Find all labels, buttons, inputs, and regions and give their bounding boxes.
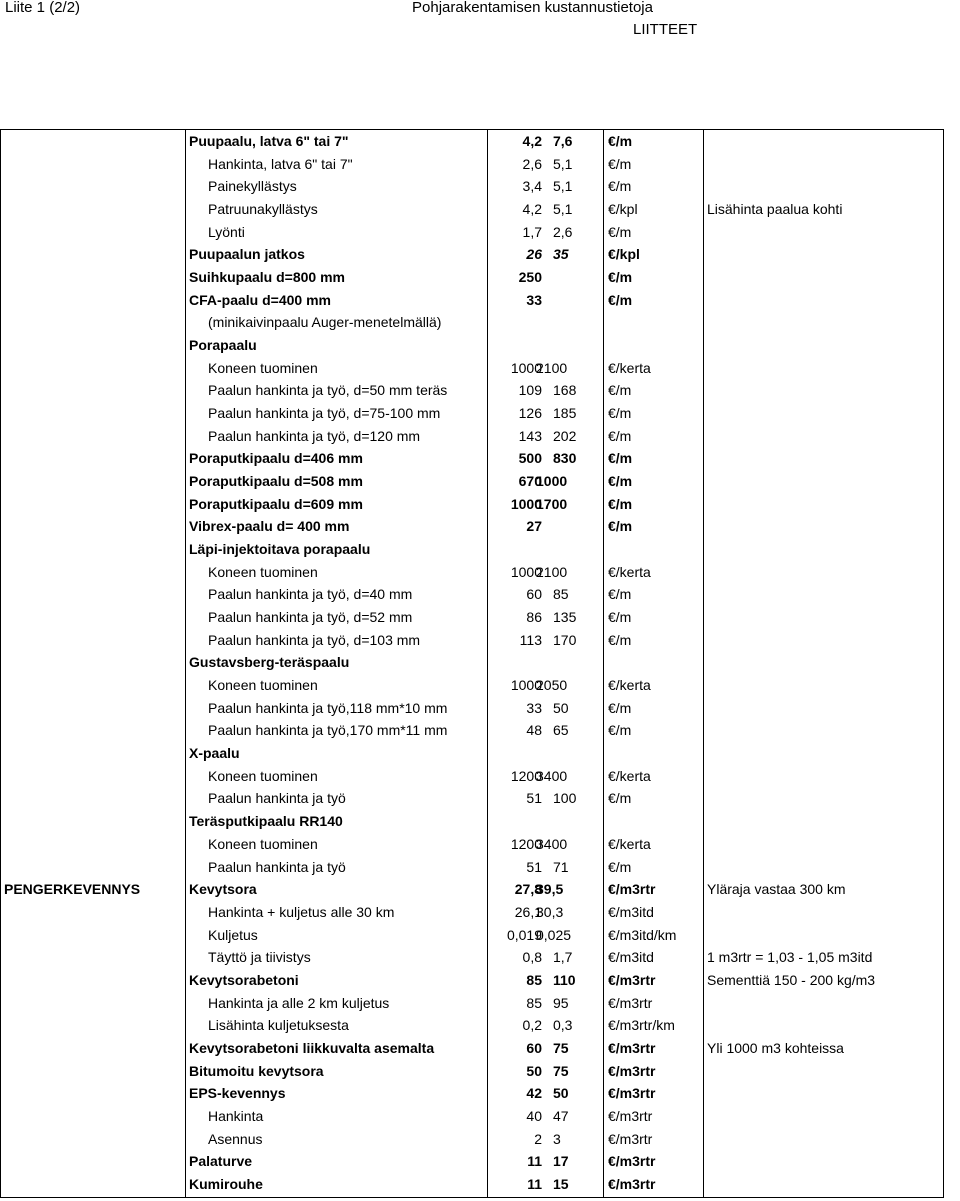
price-min: 11 [527,1153,542,1170]
item-label: Kevytsorabetoni [189,971,299,988]
item-label: Hankinta ja alle 2 km kuljetus [208,994,390,1011]
table-row [0,673,944,696]
item-label: Gustavsberg-teräspaalu [189,654,350,671]
price-min: 4,2 [522,133,542,149]
price-unit: €/m3itd/km [608,926,677,943]
price-unit: €/m3rtr [608,881,656,898]
table-row [0,628,944,651]
price-unit: €/m [608,178,632,195]
price-unit: €/m [608,450,633,467]
price-unit: €/m3rtr [608,1039,656,1056]
price-min: 250 [518,269,542,286]
page-number: Liite 1 (2/2) [5,0,81,16]
table-row [0,220,944,243]
price-max: 0,025 [536,926,572,943]
table-row [0,469,944,492]
price-max: 2050 [536,677,568,694]
price-min: 40 [526,1107,542,1124]
price-min: 26 [526,246,542,263]
price-max: 50 [553,1085,569,1102]
price-min: 1200 [510,835,542,852]
price-max: 7,6 [553,133,573,149]
item-label: Paalun hankinta ja työ, d=75-100 mm [208,405,441,422]
price-unit: €/m3rtr [608,1062,656,1079]
price-max: 15 [553,1175,569,1192]
item-label: Asennus [208,1130,263,1147]
price-min: 126 [518,405,542,422]
item-label: Läpi-injektoitava porapaalu [189,541,371,558]
item-label: Paalun hankinta ja työ, d=103 mm [208,631,421,648]
item-label: Hankinta [208,1107,264,1124]
price-max: 5,1 [553,155,573,172]
price-min: 3,4 [522,178,542,195]
table-row [0,152,944,175]
price-max: 30,3 [536,903,564,920]
price-max: 3400 [536,767,568,784]
price-max: 95 [553,994,569,1011]
price-max: 39,5 [536,881,564,898]
table-row [0,1081,944,1104]
price-min: 0,8 [522,949,542,966]
table-row [0,1036,944,1059]
price-unit: €/m3rtr [608,1130,653,1147]
price-min: 33 [526,291,542,308]
section-label: PENGERKEVENNYS [4,881,141,898]
price-min: 51 [526,790,542,807]
item-label: Poraputkipaalu d=508 mm [189,473,363,490]
price-min: 500 [518,450,542,467]
price-max: 110 [553,971,576,988]
item-label: Palaturve [189,1153,253,1170]
price-max: 1,7 [553,949,573,966]
item-label: Hankinta + kuljetus alle 30 km [208,903,395,920]
item-label: Paalun hankinta ja työ, d=50 mm teräs [208,382,448,399]
price-max: 47 [553,1107,569,1124]
price-unit: €/m [608,586,632,603]
table-row [0,446,944,469]
price-min: 143 [518,427,542,444]
price-unit: €/m3rtr/km [608,1017,675,1034]
price-min: 50 [526,1062,542,1079]
row-note: Yläraja vastaa 300 km [707,881,846,898]
table-row [0,832,944,855]
item-label: Suihkupaalu d=800 mm [189,269,345,286]
price-max: 5,1 [553,201,573,218]
price-unit: €/m [608,609,632,626]
table-row [0,764,944,787]
item-label: Puupaalu, latva 6" tai 7" [189,133,349,149]
price-max: 170 [553,631,577,648]
price-unit: €/m [608,382,632,399]
price-max: 3400 [536,835,568,852]
item-label: Paalun hankinta ja työ, d=40 mm [208,586,413,603]
table-row [0,129,944,152]
price-max: 17 [553,1153,569,1170]
price-max: 3 [553,1130,561,1147]
price-min: 48 [526,722,542,739]
item-label: Paalun hankinta ja työ [208,858,346,875]
price-unit: €/kpl [608,201,638,218]
price-unit: €/kerta [608,767,651,784]
price-max: 5,1 [553,178,573,195]
price-unit: €/m [608,790,632,807]
price-unit: €/m3rtr [608,1107,653,1124]
table-row [0,197,944,220]
table-row [0,537,944,560]
price-min: 670 [518,473,542,490]
price-unit: €/m3rtr [608,1153,656,1170]
price-min: 60 [526,586,542,603]
item-label: X-paalu [189,745,240,762]
table-row [0,923,944,946]
price-min: 0,019 [506,926,542,943]
price-unit: €/m [608,495,633,512]
row-note: 1 m3rtr = 1,03 - 1,05 m3itd [707,949,873,966]
price-min: 33 [526,699,542,716]
price-max: 135 [553,609,577,626]
table-row [0,605,944,628]
table-row [0,310,944,333]
item-label: Paalun hankinta ja työ [208,790,346,807]
table-row [0,560,944,583]
item-label: Poraputkipaalu d=406 mm [189,450,363,467]
price-max: 35 [553,246,569,263]
item-label: EPS-kevennys [189,1085,286,1102]
item-label: Paalun hankinta ja työ,170 mm*11 mm [208,722,448,739]
price-max: 65 [553,722,569,739]
document-title: Pohjarakentamisen kustannustietoja [412,0,653,16]
price-unit: €/m [608,858,632,875]
table-row [0,401,944,424]
price-min: 85 [526,994,542,1011]
price-min: 27 [526,518,542,535]
price-unit: €/m3itd [608,903,654,920]
price-unit: €/m3rtr [608,1085,656,1102]
item-label: Painekyllästys [208,178,297,195]
item-label: Lisähinta kuljetuksesta [208,1017,349,1034]
price-min: 42 [526,1085,542,1102]
price-unit: €/m3rtr [608,1175,656,1192]
table-row [0,718,944,741]
price-unit: €/m [608,291,633,308]
price-max: 75 [553,1039,569,1056]
table-row [0,650,944,673]
item-label: (minikaivinpaalu Auger-menetelmällä) [208,314,442,331]
table-row [0,356,944,379]
item-label: Teräsputkipaalu RR140 [189,813,343,830]
price-max: 2,6 [553,223,573,240]
price-unit: €/m3rtr [608,994,653,1011]
price-max: 168 [553,382,577,399]
price-unit: €/m [608,722,632,739]
price-min: 1200 [510,767,542,784]
item-label: Paalun hankinta ja työ, d=52 mm [208,609,413,626]
item-label: Kevytsorabetoni liikkuvalta asemalta [189,1039,435,1056]
table-row [0,1149,944,1172]
item-label: Puupaalun jatkos [189,246,305,263]
price-min: 0,2 [522,1017,542,1034]
table-row [0,514,944,537]
table-row [0,968,944,991]
price-min: 113 [519,631,542,648]
table-row [0,1127,944,1150]
item-label: Koneen tuominen [208,677,318,694]
table-row [0,900,944,923]
price-min: 26,1 [514,903,542,920]
document-subtitle: LIITTEET [633,21,698,38]
table-row [0,741,944,764]
price-unit: €/m [608,223,632,240]
table-row [0,424,944,447]
price-unit: €/kerta [608,677,651,694]
table-row [0,1013,944,1036]
item-label: Kumirouhe [189,1175,263,1192]
table-row [0,855,944,878]
price-unit: €/m [608,155,632,172]
price-max: 75 [553,1062,569,1079]
price-min: 1000 [510,359,542,376]
row-note: Yli 1000 m3 kohteissa [707,1039,844,1056]
price-min: 51 [526,858,542,875]
price-unit: €/m [608,631,632,648]
table-row [0,1104,944,1127]
item-label: Bitumoitu kevytsora [189,1062,324,1079]
table-row [0,696,944,719]
item-label: Paalun hankinta ja työ,118 mm*10 mm [208,699,448,716]
price-min: 4,2 [522,201,542,218]
item-label: Täyttö ja tiivistys [208,949,311,966]
row-note: Sementtiä 150 - 200 kg/m3 [707,971,876,988]
price-max: 85 [553,586,569,603]
item-label: Koneen tuominen [208,835,318,852]
table-row [0,265,944,288]
table-row [0,333,944,356]
price-min: 1000 [510,563,542,580]
table-row [0,582,944,605]
price-max: 50 [553,699,569,716]
price-unit: €/m [608,518,633,535]
price-max: 1000 [536,473,568,490]
table-row [0,945,944,968]
table-row [0,991,944,1014]
price-unit: €/m3rtr [608,971,656,988]
item-label: Porapaalu [189,337,257,354]
table-row [0,378,944,401]
price-max: 2100 [536,563,568,580]
table-row [0,1059,944,1082]
price-unit: €/kpl [608,246,640,263]
price-max: 2100 [536,359,568,376]
table-row [0,174,944,197]
table-row [0,242,944,265]
table-row [0,1172,944,1195]
item-label: Koneen tuominen [208,359,318,376]
price-min: 1,7 [522,223,542,240]
price-max: 0,3 [553,1017,573,1034]
cost-table [0,129,944,1195]
price-max: 202 [553,427,577,444]
price-unit: €/m [608,427,632,444]
item-label: Hankinta, latva 6" tai 7" [208,155,353,172]
price-unit: €/kerta [608,563,651,580]
price-max: 71 [553,858,569,875]
price-max: 100 [553,790,577,807]
price-min: 1000 [510,495,542,512]
price-max: 185 [553,405,577,422]
price-min: 1000 [510,677,542,694]
item-label: CFA-paalu d=400 mm [189,291,331,308]
item-label: Paalun hankinta ja työ, d=120 mm [208,427,421,444]
table-row [0,809,944,832]
item-label: Kuljetus [208,926,258,943]
price-min: 2 [534,1130,542,1147]
price-max: 830 [553,450,577,467]
table-row [0,492,944,515]
row-note: Lisähinta paalua kohti [707,201,843,218]
price-min: 11 [527,1175,542,1192]
price-unit: €/m [608,133,633,149]
price-unit: €/kerta [608,359,651,376]
price-max: 1700 [536,495,568,512]
price-min: 2,6 [522,155,542,172]
table-row [0,288,944,311]
price-unit: €/m [608,405,632,422]
price-min: 85 [526,971,542,988]
table-row [0,786,944,809]
price-min: 109 [518,382,542,399]
price-unit: €/m3itd [608,949,654,966]
price-min: 86 [526,609,542,626]
price-min: 60 [526,1039,542,1056]
item-label: Lyönti [208,223,245,240]
price-unit: €/m [608,269,633,286]
price-unit: €/m [608,699,632,716]
item-label: Koneen tuominen [208,767,318,784]
item-label: Kevytsora [189,881,257,898]
item-label: Poraputkipaalu d=609 mm [189,495,363,512]
item-label: Koneen tuominen [208,563,318,580]
table-row [0,877,944,900]
item-label: Patruunakyllästys [208,201,318,218]
price-unit: €/kerta [608,835,651,852]
price-min: 27,8 [514,881,542,898]
price-unit: €/m [608,473,633,490]
item-label: Vibrex-paalu d= 400 mm [189,518,350,535]
